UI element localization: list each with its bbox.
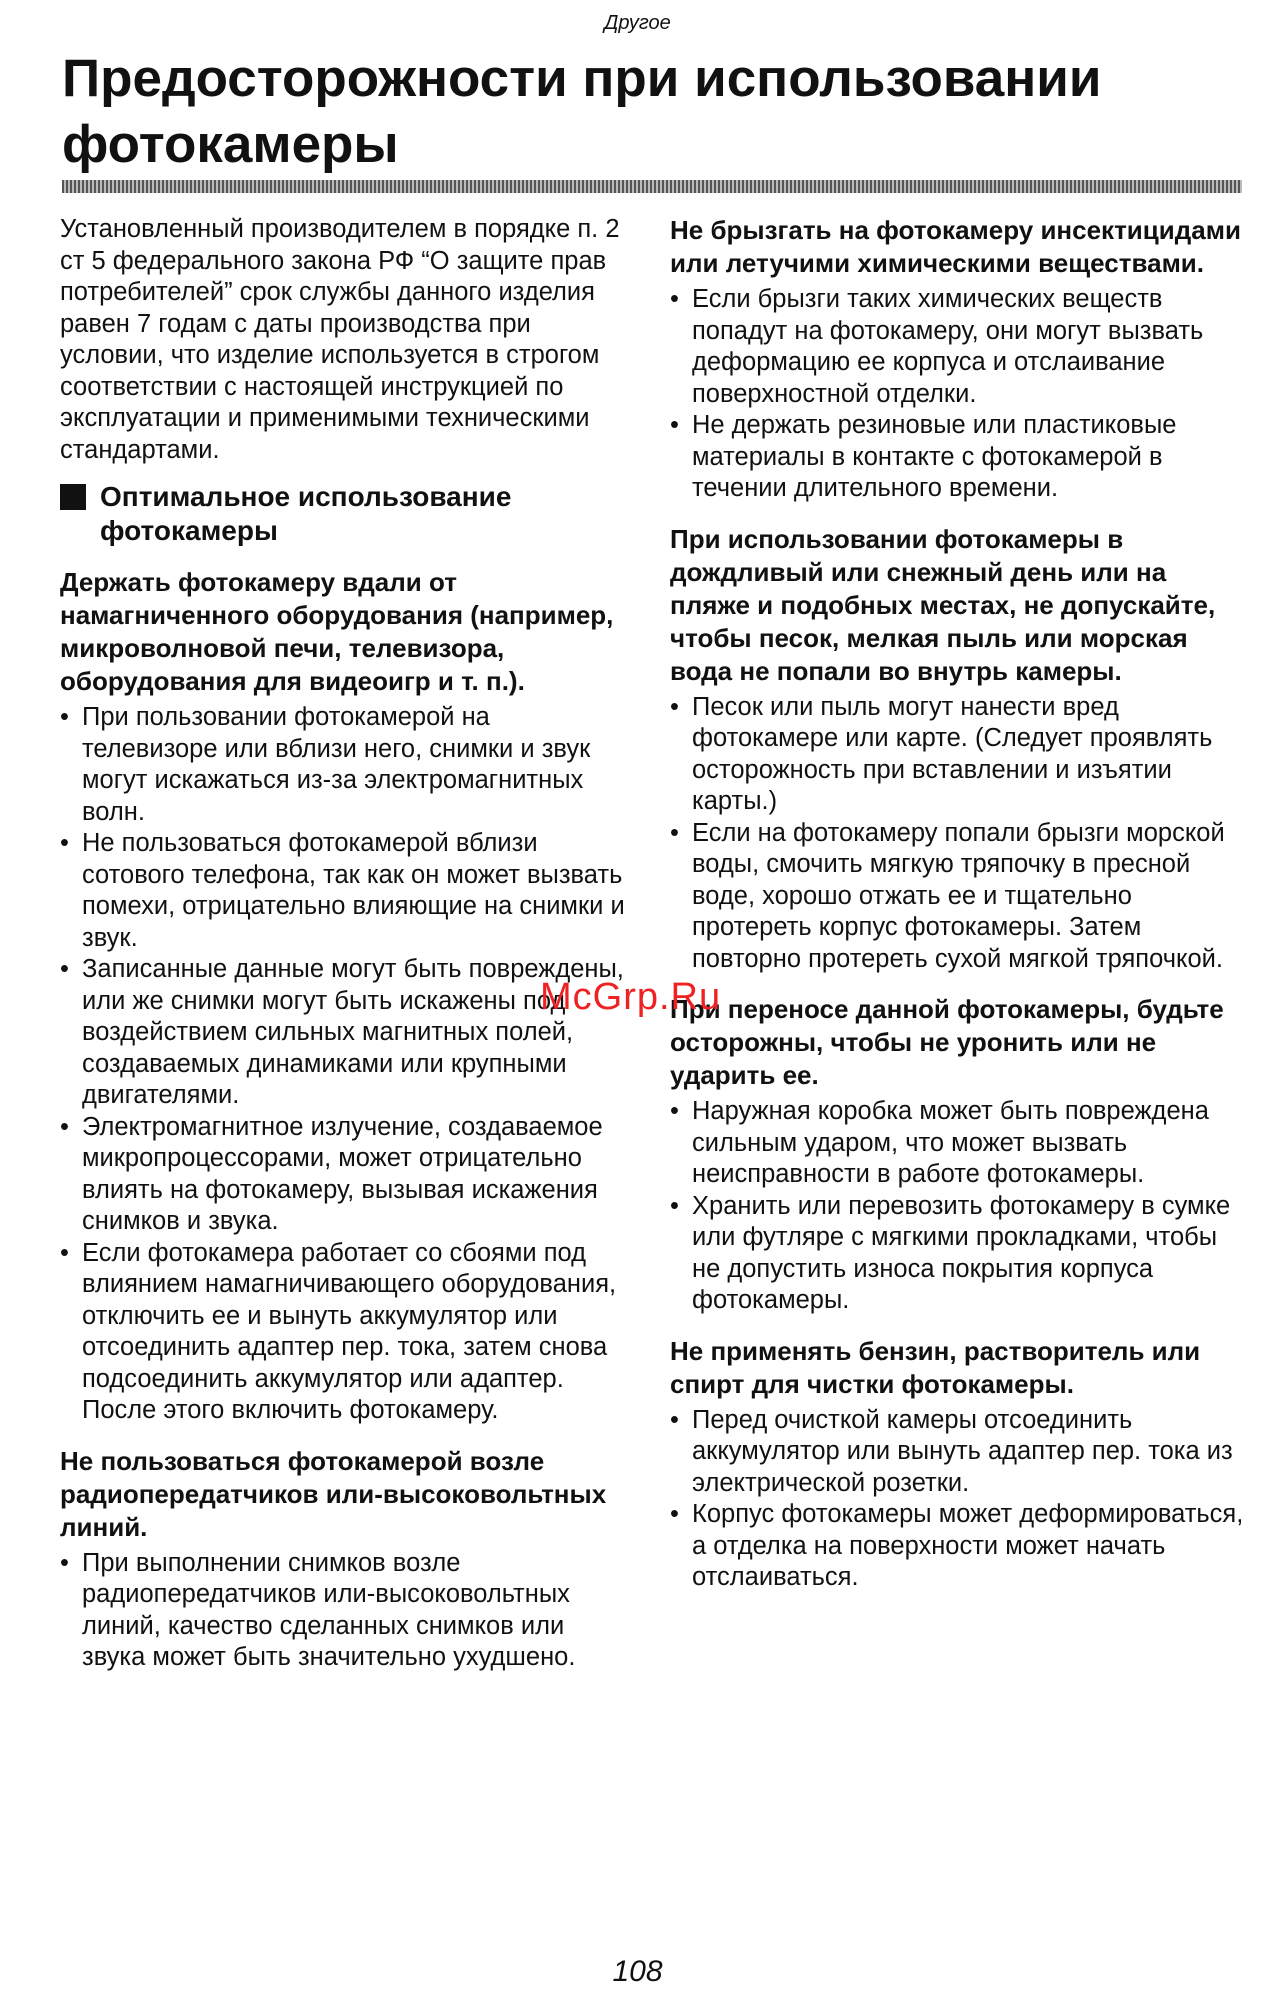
bullet-list [670,1405,1250,1594]
page-title [62,46,1242,178]
bullet-item: • Не держать резиновые или пластиковые материалы в контакте с фотокамерой в течении длительного времени. [670,410,1250,505]
bullet-list [670,1096,1250,1317]
watermark: McGrp.Ru [540,976,722,1018]
bullet-item: • Песок или пыль могут нанести вред фотокамере или карте. (Следует проявлять осторожность при вставлении и изъятии карты.) [670,692,1250,818]
section-heading-text: Оптимальное использование фотокамеры [100,481,512,546]
right-column [670,214,1250,1612]
block-heading: Держать фотокамеру вдали от намагниченного оборудования (например, микроволновой печи, телевизора, оборудования для видеоигр и т. п.). [60,567,614,696]
section-tag: Другое [604,12,671,34]
bullet-item: • Записанные данные могут быть повреждены, или же снимки могут быть искажены под воздействием сильных магнитных полей, создаваемых динамиками или крупными двигателями. [60,954,630,1112]
bullet-item: • При пользовании фотокамерой на телевизоре или вблизи него, снимки и звук могут искажаться из-за электромагнитных волн. [60,702,630,828]
bullet-list [60,1548,630,1674]
bullet-item: • Если фотокамера работает со сбоями под влиянием намагничивающего оборудования, отключить ее и вынуть аккумулятор или отсоединить адаптер пер. тока, затем снова подсоединить аккумулятор или адаптер. После этого включить фотокамеру. [60,1238,630,1427]
page-number: 108 [612,1955,663,1988]
bullet-item: • Хранить или перевозить фотокамеру в сумке или футляре с мягкими прокладками, чтобы не допустить износа покрытия корпуса фотокамеры. [670,1191,1250,1317]
bullet-item: • Наружная коробка может быть повреждена сильным ударом, что может вызвать неисправности в работе фотокамеры. [670,1096,1250,1191]
bullet-item: • Если брызги таких химических веществ попадут на фотокамеру, они могут вызвать деформацию ее корпуса и отслаивание поверхностной отделки. [670,284,1250,410]
title-line-2: фотокамеры [62,115,399,174]
bullet-item: • Электромагнитное излучение, создаваемое микропроцессорами, может отрицательно влиять на фотокамеру, вызывая искажения снимков и звука. [60,1112,630,1238]
bullet-item: • Корпус фотокамеры может деформироваться, а отделка на поверхности может начать отслаиваться. [670,1499,1250,1594]
block-heading: При переносе данной фотокамеры, будьте осторожны, чтобы не уронить или не ударить ее. [670,994,1224,1090]
bullet-item: • При выполнении снимков возле радиопередатчиков или-высоковольтных линий, качество сделанных снимков или звука может быть значительно ухудшено. [60,1548,630,1674]
title-rule [62,180,1242,193]
bullet-item: • Если на фотокамеру попали брызги морской воды, смочить мягкую тряпочку в пресной воде, хорошо отжать ее и тщательно протереть корпус фотокамеры. Затем повторно протереть сухой мягкой тряпочкой. [670,818,1250,976]
block-heading: Не брызгать на фотокамеру инсектицидами или летучими химическими веществами. [670,215,1241,278]
title-line-1: Предосторожности при использовании [62,49,1102,108]
left-column [60,214,630,1692]
section-heading [60,480,630,548]
intro-paragraph: Установленный производителем в порядке п. 2 ст 5 федерального закона РФ “О защите прав потребителей” срок службы данного изделия равен 7 годам с даты производства при условии, что изделие используется в строгом соответствии с настоящей инструкцией по эксплуатации и применимыми техническими стандартами. [60,215,620,464]
bullet-item: • Не пользоваться фотокамерой вблизи сотового телефона, так как он может вызвать помехи, отрицательно влияющие на снимки и звук. [60,828,630,954]
block-heading: Не пользоваться фотокамерой возле радиопередатчиков или-высоковольтных линий. [60,1445,607,1542]
bullet-list [60,702,630,1427]
bullet-item: • Перед очисткой камеры отсоединить аккумулятор или вынуть адаптер пер. тока из электрической розетки. [670,1405,1250,1500]
bullet-list [670,692,1250,976]
block-heading: Не применять бензин, растворитель или спирт для чистки фотокамеры. [670,1335,1201,1399]
section-marker-icon [60,484,86,510]
bullet-list [670,284,1250,505]
block-heading: При использовании фотокамеры в дождливый или снежный день или на пляже и подобных местах, не допускайте, чтобы песок, мелкая пыль или морская вода не попали во внутрь камеры. [670,523,1216,686]
